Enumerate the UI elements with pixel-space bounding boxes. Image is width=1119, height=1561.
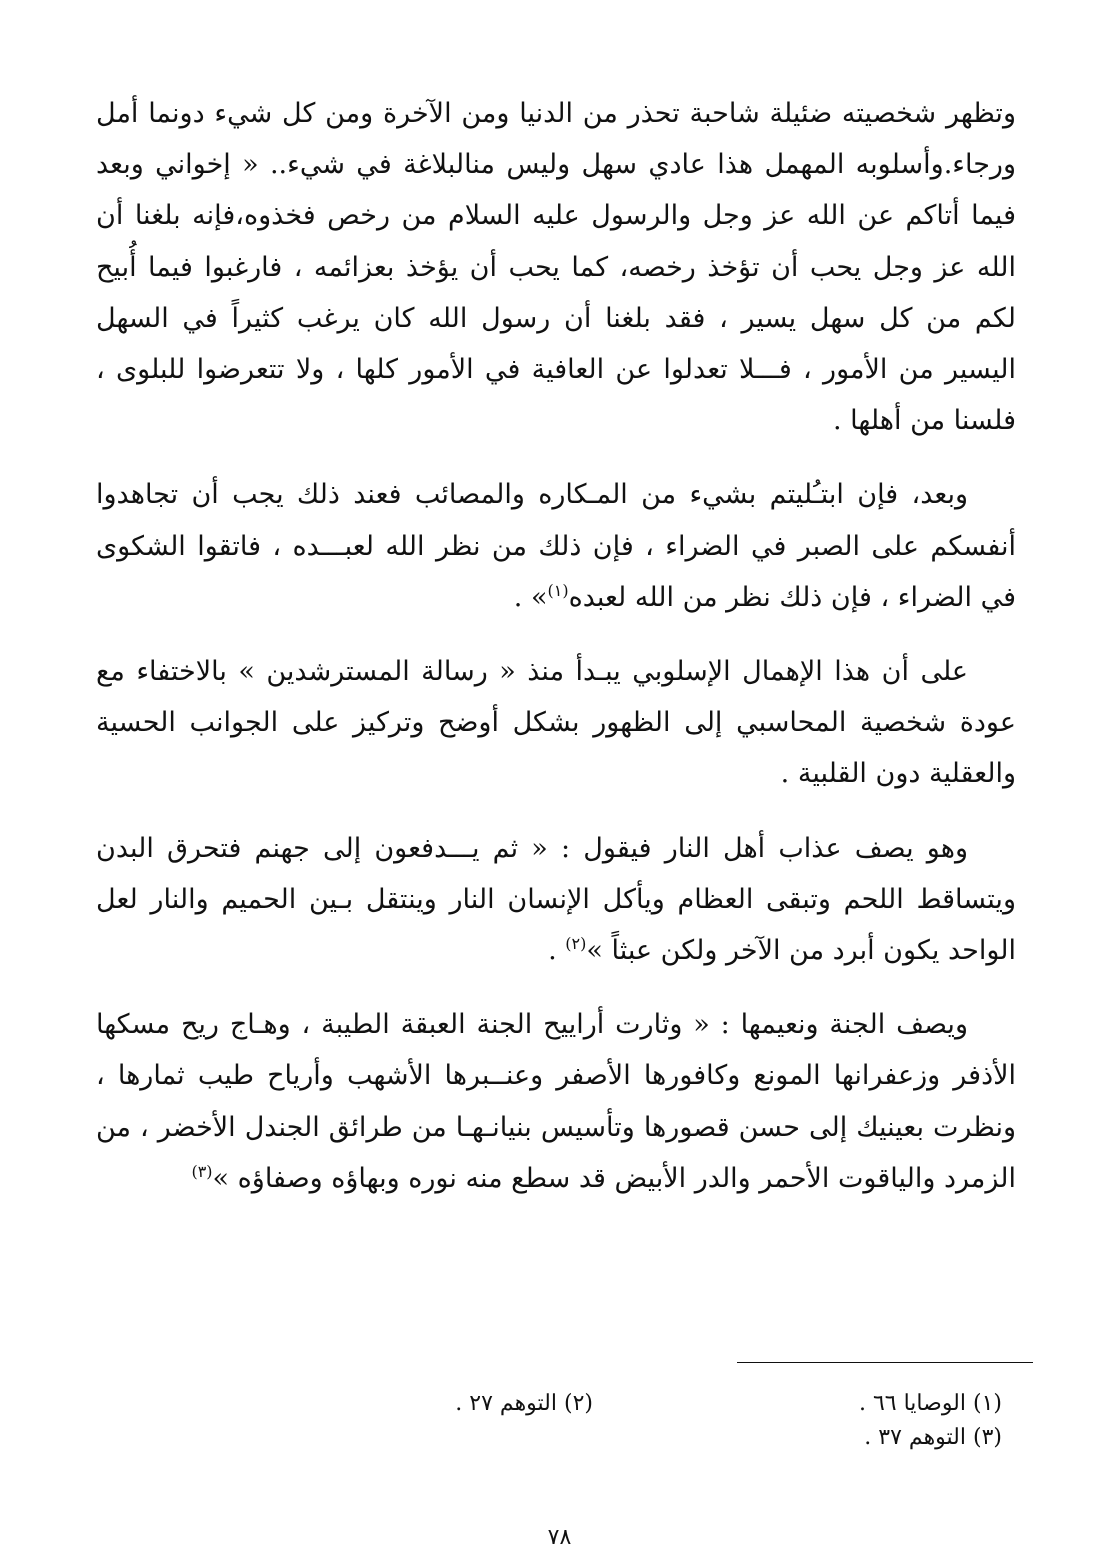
paragraph-text: وتظهر شخصيته ضئيلة شاحبة تحذر من الدنيا ومن الآخرة ومن كل شيء دونما أمل ورجاء.وأسلوبه المهمل هذا عادي سهل وليس منالبلاغة في شيء.. « إخواني وبعد فيما أتاكم عن الله عز وجل والرسول عليه السلام من رخص فخذوه،فإنه بلغنا أن الله عز وجل يحب أن تؤخذ رخصه، كما يحب أن يؤخذ بعزائمه ، فارغبوا فيما أُبيح لكم من كل سهل يسير ، فقد بلغنا أن رسول الله كان يرغب كثيراً في السهل اليسير من الأمور ، فـــلا تعدلوا عن العافية في الأمور كلها ، ولا تتعرضوا للبلوى ، فلسنا من أهلها .	[96, 98, 1016, 437]
footnote-marker: (٢)	[565, 934, 587, 954]
paragraph-text: وبعد، فإن ابتـُليتم بشيء من المـكاره والمصائب فعند ذلك يجب أن تجاهدوا أنفسكم على الصبر في الضراء ، فإن ذلك من نظر الله لعبـــده ، فاتقوا الشكوى في الضراء ، فإن ذلك نظر من الله لعبده	[96, 479, 1016, 613]
paragraph-text: ويصف الجنة ونعيمها : « وثارت أراييح الجنة العبقة الطيبة ، وهـاج ريح مسكها الأذفر وزعفرانها المونع وكافورها الأصفر وعنــبرها الأشهب وأرياح طيب ثمارها ، ونظرت بعينيك إلى حسن قصورها وتأسيس بنيانـهـا من طرائق الجندل الأخضر ، من الزمرد والياقوت الأحمر والدر الأبيض قد سطع منه نوره وبهاؤه وصفاؤه »	[96, 1009, 1016, 1194]
footnote: (١) الوصايا ٦٦ .	[858, 1391, 1002, 1416]
paragraph	[96, 999, 1016, 1204]
footnote: (٣) التوهم ٣٧ .	[864, 1425, 1002, 1450]
footnote: (٢) التوهم ٢٧ .	[455, 1391, 593, 1416]
body-text	[96, 88, 1016, 1204]
paragraph-text: على أن هذا الإهمال الإسلوبي يبـدأ منذ « رسالة المسترشدين » بالاختفاء مع عودة شخصية المحاسبي إلى الظهور بشكل أوضح وتركيز على الجوانب الحسية والعقلية دون القلبية .	[96, 656, 1016, 790]
footnote-marker: (٣)	[191, 1161, 213, 1181]
paragraph-text: وهو يصف عذاب أهل النار فيقول : « ثم يـــدفعون إلى جهنم فتحرق البدن ويتساقط اللحم وتبقى العظام ويأكل الإنسان النار وينتقل بـين الحميم والنار لعل الواحد يكون أبرد من الآخر ولكن عبثاً »	[96, 832, 1016, 967]
paragraph	[96, 823, 1016, 977]
paragraph	[96, 646, 1016, 800]
page-number: ٧٨	[547, 1525, 572, 1550]
paragraph-tail: .	[548, 935, 566, 967]
footnote-separator	[737, 1362, 1033, 1363]
paragraph	[96, 88, 1016, 446]
paragraph-tail: » .	[513, 581, 548, 613]
paragraph	[96, 469, 1016, 623]
footnote-marker: (١)	[547, 580, 569, 600]
